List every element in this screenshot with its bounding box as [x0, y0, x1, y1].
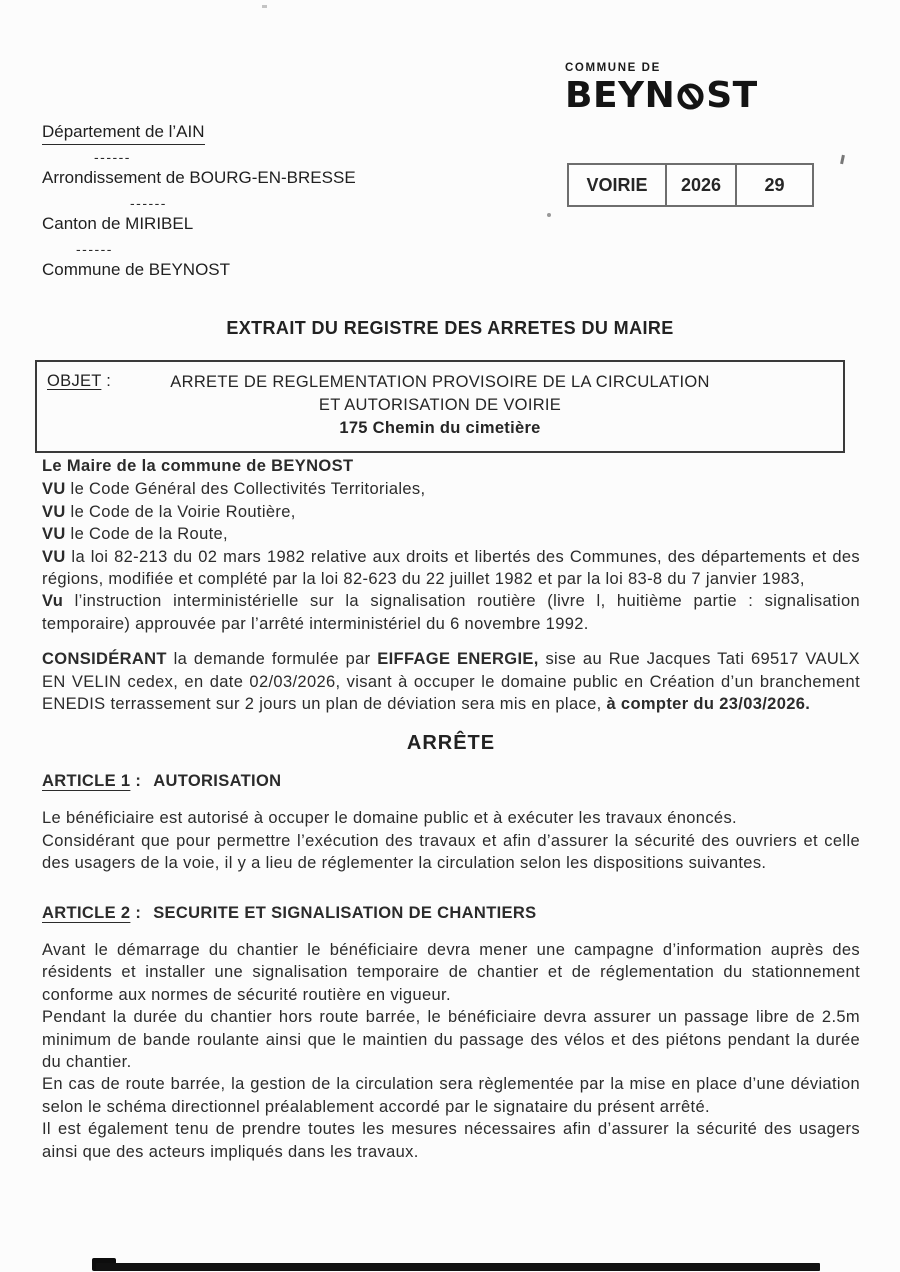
scan-speck — [840, 155, 845, 164]
maire-line: Le Maire de la commune de BEYNOST — [42, 457, 354, 475]
article-2-heading: ARTICLE 2 : SECURITE ET SIGNALISATION DE CHANTIERS — [42, 903, 537, 922]
scan-speck — [547, 213, 551, 217]
scan-artifact-bar — [96, 1263, 820, 1271]
reference-cell-year: 2026 — [665, 165, 735, 205]
reference-table — [567, 163, 814, 207]
admin-line-canton: Canton de MIRIBEL — [42, 214, 194, 233]
article-2-title: SECURITE ET SIGNALISATION DE CHANTIERS — [153, 903, 537, 922]
article-2-paragraph: En cas de route barrée, la gestion de la circulation sera règlementée par la mise en place d’une déviation selon le schéma directionnel préalablement accordé par le signataire du présent arrêté. — [42, 1075, 860, 1116]
separator-dashes: ------ — [130, 195, 167, 211]
objet-box — [35, 360, 845, 453]
objet-line-1: ARRETE DE REGLEMENTATION PROVISOIRE DE LA CIRCULATION — [170, 373, 710, 391]
logo-name-suffix: ST — [706, 75, 758, 116]
article-2-paragraph: Avant le démarrage du chantier le bénéficiaire devra mener une campagne d’information auprès des résidents et installer une signalisation temporaire de chantier et de réglementation du stationnement conforme aux normes de sécurité routière en vigueur. — [42, 940, 860, 1004]
separator-dashes: ------ — [76, 241, 113, 257]
arrete-heading: ARRÊTE — [406, 732, 496, 755]
vu-item: VU le Code de la Voirie Routière, — [42, 502, 296, 521]
logo-commune-de-text: COMMUNE DE — [565, 62, 661, 74]
commune-logo — [565, 62, 758, 116]
logo-name-prefix: BEYN — [565, 75, 676, 116]
objet-label — [47, 372, 111, 391]
considerant-paragraph: CONSIDÉRANT la demande formulée par EIFFAGE ENERGIE, sise au Rue Jacques Tati 69517 VAULX EN VELIN cedex, en date 02/03/2026, visant à occuper le domaine public en Création d’un branchement ENEDIS terrassement sur 2 jours un plan de déviation sera mis en place, à compter du 23/03/2026. — [42, 650, 860, 714]
admin-line-commune: Commune de BEYNOST — [42, 260, 231, 279]
slashed-o-icon — [676, 82, 705, 111]
document-body — [42, 455, 860, 1163]
article-2-paragraph: Pendant la durée du chantier hors route barrée, le bénéficiaire devra assurer un passage libre de 2.5m minimum de bande roulante ainsi que le maintien du passage des vélos et des piétons pendant la durée du chantier. — [42, 1008, 860, 1071]
article-1-paragraph: Considérant que pour permettre l’exécution des travaux et afin d’assurer la sécurité des ouvriers et celle des usagers de la voie, il y a lieu de réglementer la circulation selon les dispositions suivantes. — [42, 831, 860, 873]
vu-item: VU la loi 82-213 du 02 mars 1982 relative aux droits et libertés des Communes, des départements et des régions, modifiée et complété par la loi 82-623 du 22 juillet 1982 et par la loi 83-8 du 7 janvier 1983, — [42, 547, 860, 589]
logo-beynost-wordmark — [565, 75, 758, 116]
reference-cell-voirie: VOIRIE — [586, 175, 648, 195]
scan-speck — [262, 5, 267, 8]
admin-line-departement: Département de l’AIN — [42, 122, 356, 144]
article-2-paragraph: Il est également tenu de prendre toutes les mesures nécessaires afin d’assurer la sécurité des usagers ainsi que des acteurs impliqués dans les travaux. — [42, 1120, 860, 1161]
vu-item: VU le Code de la Route, — [42, 525, 228, 544]
article-1-title: AUTORISATION — [153, 771, 282, 790]
article-1-paragraph: Le bénéficiaire est autorisé à occuper le domaine public et à exécuter les travaux énoncés. — [42, 809, 737, 828]
separator-dashes: ------ — [94, 149, 131, 165]
admin-block — [42, 122, 356, 282]
article-2-label: ARTICLE 2 — [42, 903, 131, 922]
article-1-heading: ARTICLE 1 : AUTORISATION — [42, 771, 282, 790]
objet-content — [47, 371, 833, 440]
objet-label-word: OBJET — [47, 372, 102, 390]
vu-item: VU le Code Général des Collectivités Territoriales, — [42, 480, 426, 499]
objet-label-colon: : — [101, 372, 112, 390]
objet-line-2: ET AUTORISATION DE VOIRIE — [318, 396, 562, 414]
vu-item: Vu l’instruction interministérielle sur la signalisation routière (livre l, huitième partie : signalisation temporaire) approuvée par l’arrêté interministériel du 6 novembre 1992. — [42, 592, 860, 633]
objet-line-3: 175 Chemin du cimetière — [339, 419, 541, 437]
article-1-label: ARTICLE 1 — [42, 771, 131, 790]
reference-cell-number: 29 — [735, 165, 812, 205]
document-title: EXTRAIT DU REGISTRE DES ARRETES DU MAIRE — [226, 318, 674, 338]
admin-line-arrondissement: Arrondissement de BOURG-EN-BRESSE — [42, 168, 356, 187]
